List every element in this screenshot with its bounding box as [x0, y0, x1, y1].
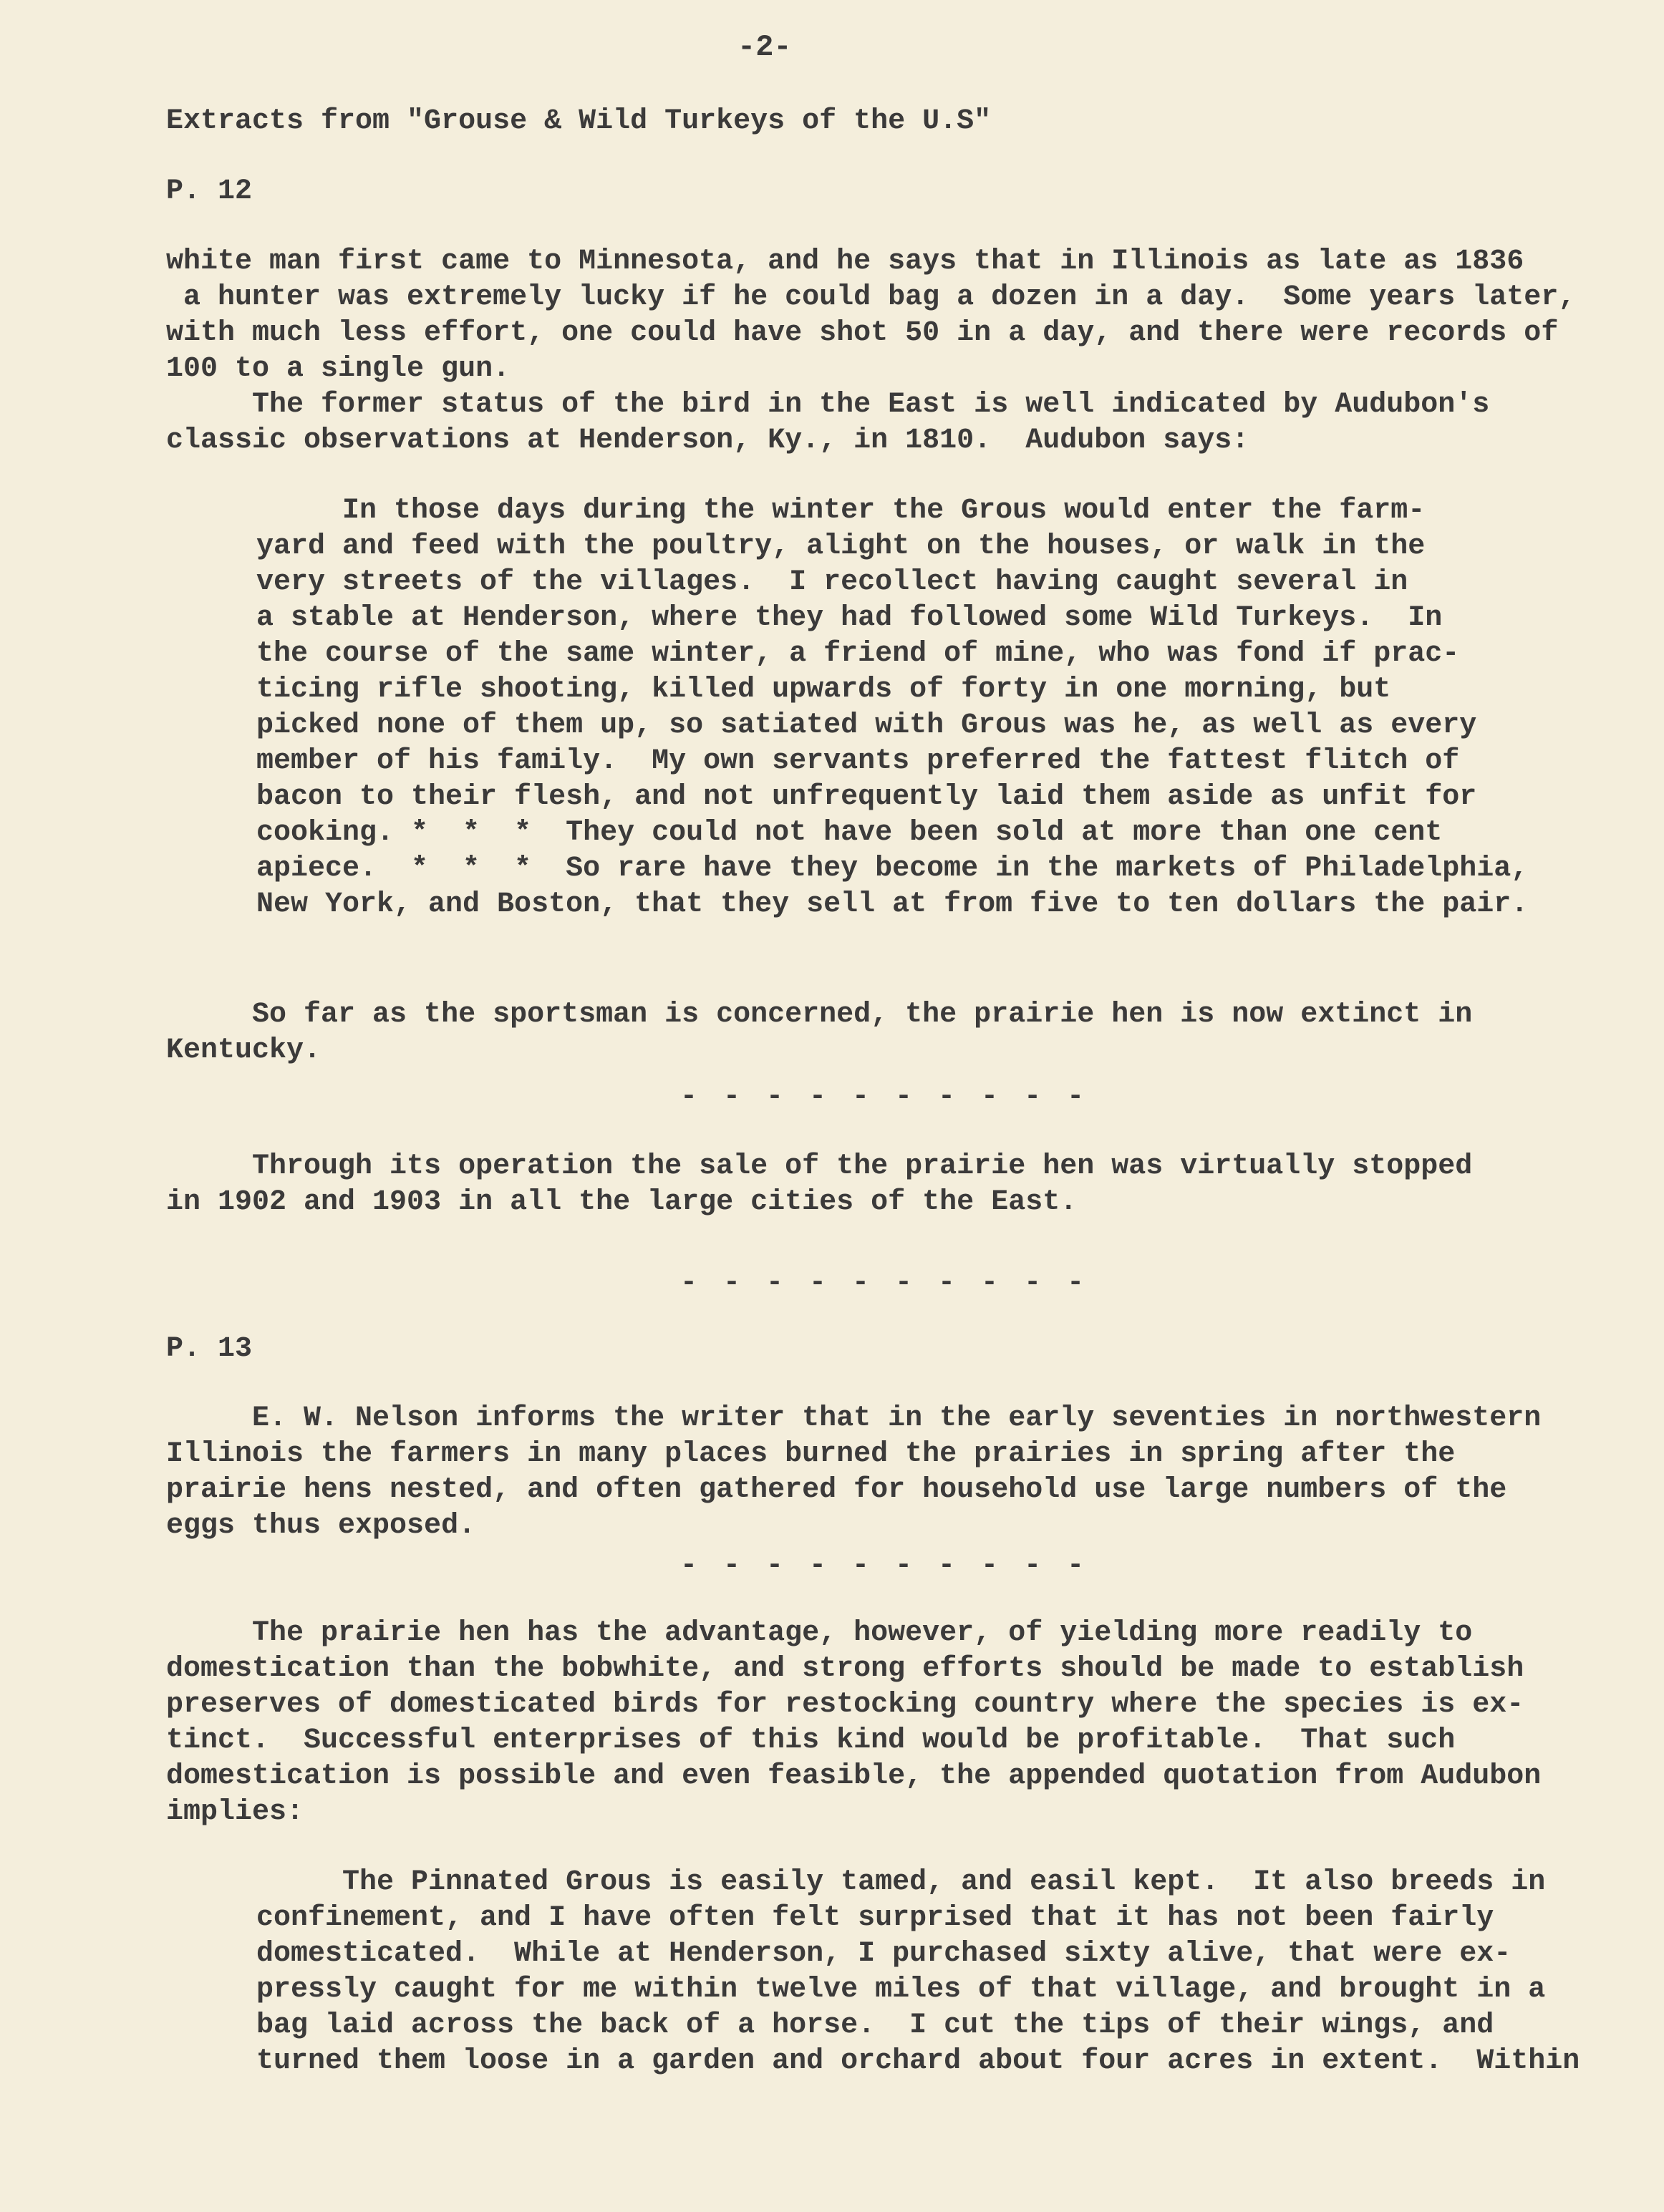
text-line: The prairie hen has the advantage, however, of yielding more readily to	[166, 1617, 1473, 1649]
quote-line: turned them loose in a garden and orchard about four acres in extent. Within	[256, 2045, 1580, 2077]
text-line: with much less effort, one could have shot 50 in a day, and there were records of	[166, 317, 1559, 349]
text-line: Kentucky.	[166, 1034, 321, 1067]
text-line: Illinois the farmers in many places burned the prairies in spring after the	[166, 1438, 1456, 1470]
quote-line: very streets of the villages. I recollect having caught several in	[256, 566, 1408, 598]
section-divider: - - - - - - - - - -	[680, 1550, 1089, 1582]
text-line: domestication than the bobwhite, and strong efforts should be made to establish	[166, 1653, 1524, 1685]
text-line: a hunter was extremely lucky if he could bag a dozen in a day. Some years later,	[166, 281, 1576, 314]
quote-line: confinement, and I have often felt surprised that it has not been fairly	[256, 1902, 1494, 1934]
quote-line: domesticated. While at Henderson, I purchased sixty alive, that were ex-	[256, 1938, 1511, 1970]
text-line: implies:	[166, 1796, 304, 1828]
quote-line: apiece. * * * So rare have they become in the markets of Philadelphia,	[256, 853, 1529, 885]
quote-line: member of his family. My own servants preferred the fattest flitch of	[256, 745, 1460, 777]
quote-line: pressly caught for me within twelve miles of that village, and brought in a	[256, 1974, 1546, 2006]
text-line: domestication is possible and even feasible, the appended quotation from Audubon	[166, 1760, 1542, 1793]
text-line: So far as the sportsman is concerned, the prairie hen is now extinct in	[166, 999, 1473, 1031]
text-line: eggs thus exposed.	[166, 1510, 476, 1542]
quote-line: In those days during the winter the Grous would enter the farm-	[256, 495, 1426, 527]
page-number: -2-	[737, 30, 792, 64]
quote-line: bag laid across the back of a horse. I cut the tips of their wings, and	[256, 2009, 1494, 2042]
page-reference: P. 13	[166, 1333, 253, 1365]
text-line: 100 to a single gun.	[166, 353, 511, 385]
text-line: E. W. Nelson informs the writer that in the early seventies in northwestern	[166, 1402, 1542, 1435]
quote-line: New York, and Boston, that they sell at from five to ten dollars the pair.	[256, 888, 1529, 921]
text-line: classic observations at Henderson, Ky., in 1810. Audubon says:	[166, 425, 1249, 457]
quote-line: cooking. * * * They could not have been sold at more than one cent	[256, 817, 1443, 849]
quote-line: yard and feed with the poultry, alight on the houses, or walk in the	[256, 530, 1426, 563]
quote-line: bacon to their flesh, and not unfrequently laid them aside as unfit for	[256, 781, 1477, 813]
text-line: The former status of the bird in the East is well indicated by Audubon's	[166, 389, 1490, 421]
quote-line: The Pinnated Grous is easily tamed, and easil kept. It also breeds in	[256, 1866, 1546, 1898]
text-line: Through its operation the sale of the prairie hen was virtually stopped	[166, 1150, 1473, 1183]
page-reference: P. 12	[166, 175, 253, 208]
quote-line: ticing rifle shooting, killed upwards of forty in one morning, but	[256, 674, 1391, 706]
text-line: in 1902 and 1903 in all the large cities of the East.	[166, 1186, 1078, 1218]
quote-line: a stable at Henderson, where they had followed some Wild Turkeys. In	[256, 602, 1443, 634]
section-divider: - - - - - - - - - -	[680, 1081, 1089, 1113]
text-line: prairie hens nested, and often gathered for household use large numbers of the	[166, 1474, 1507, 1506]
section-divider: - - - - - - - - - -	[680, 1267, 1089, 1299]
text-line: tinct. Successful enterprises of this kind would be profitable. That such	[166, 1725, 1456, 1757]
quote-line: picked none of them up, so satiated with Grous was he, as well as every	[256, 709, 1477, 742]
text-line: white man first came to Minnesota, and he says that in Illinois as late as 1836	[166, 246, 1524, 278]
quote-line: the course of the same winter, a friend of mine, who was fond if prac-	[256, 638, 1460, 670]
text-line: preserves of domesticated birds for restocking country where the species is ex-	[166, 1689, 1524, 1721]
document-heading: Extracts from "Grouse & Wild Turkeys of the U.S"	[166, 105, 992, 137]
